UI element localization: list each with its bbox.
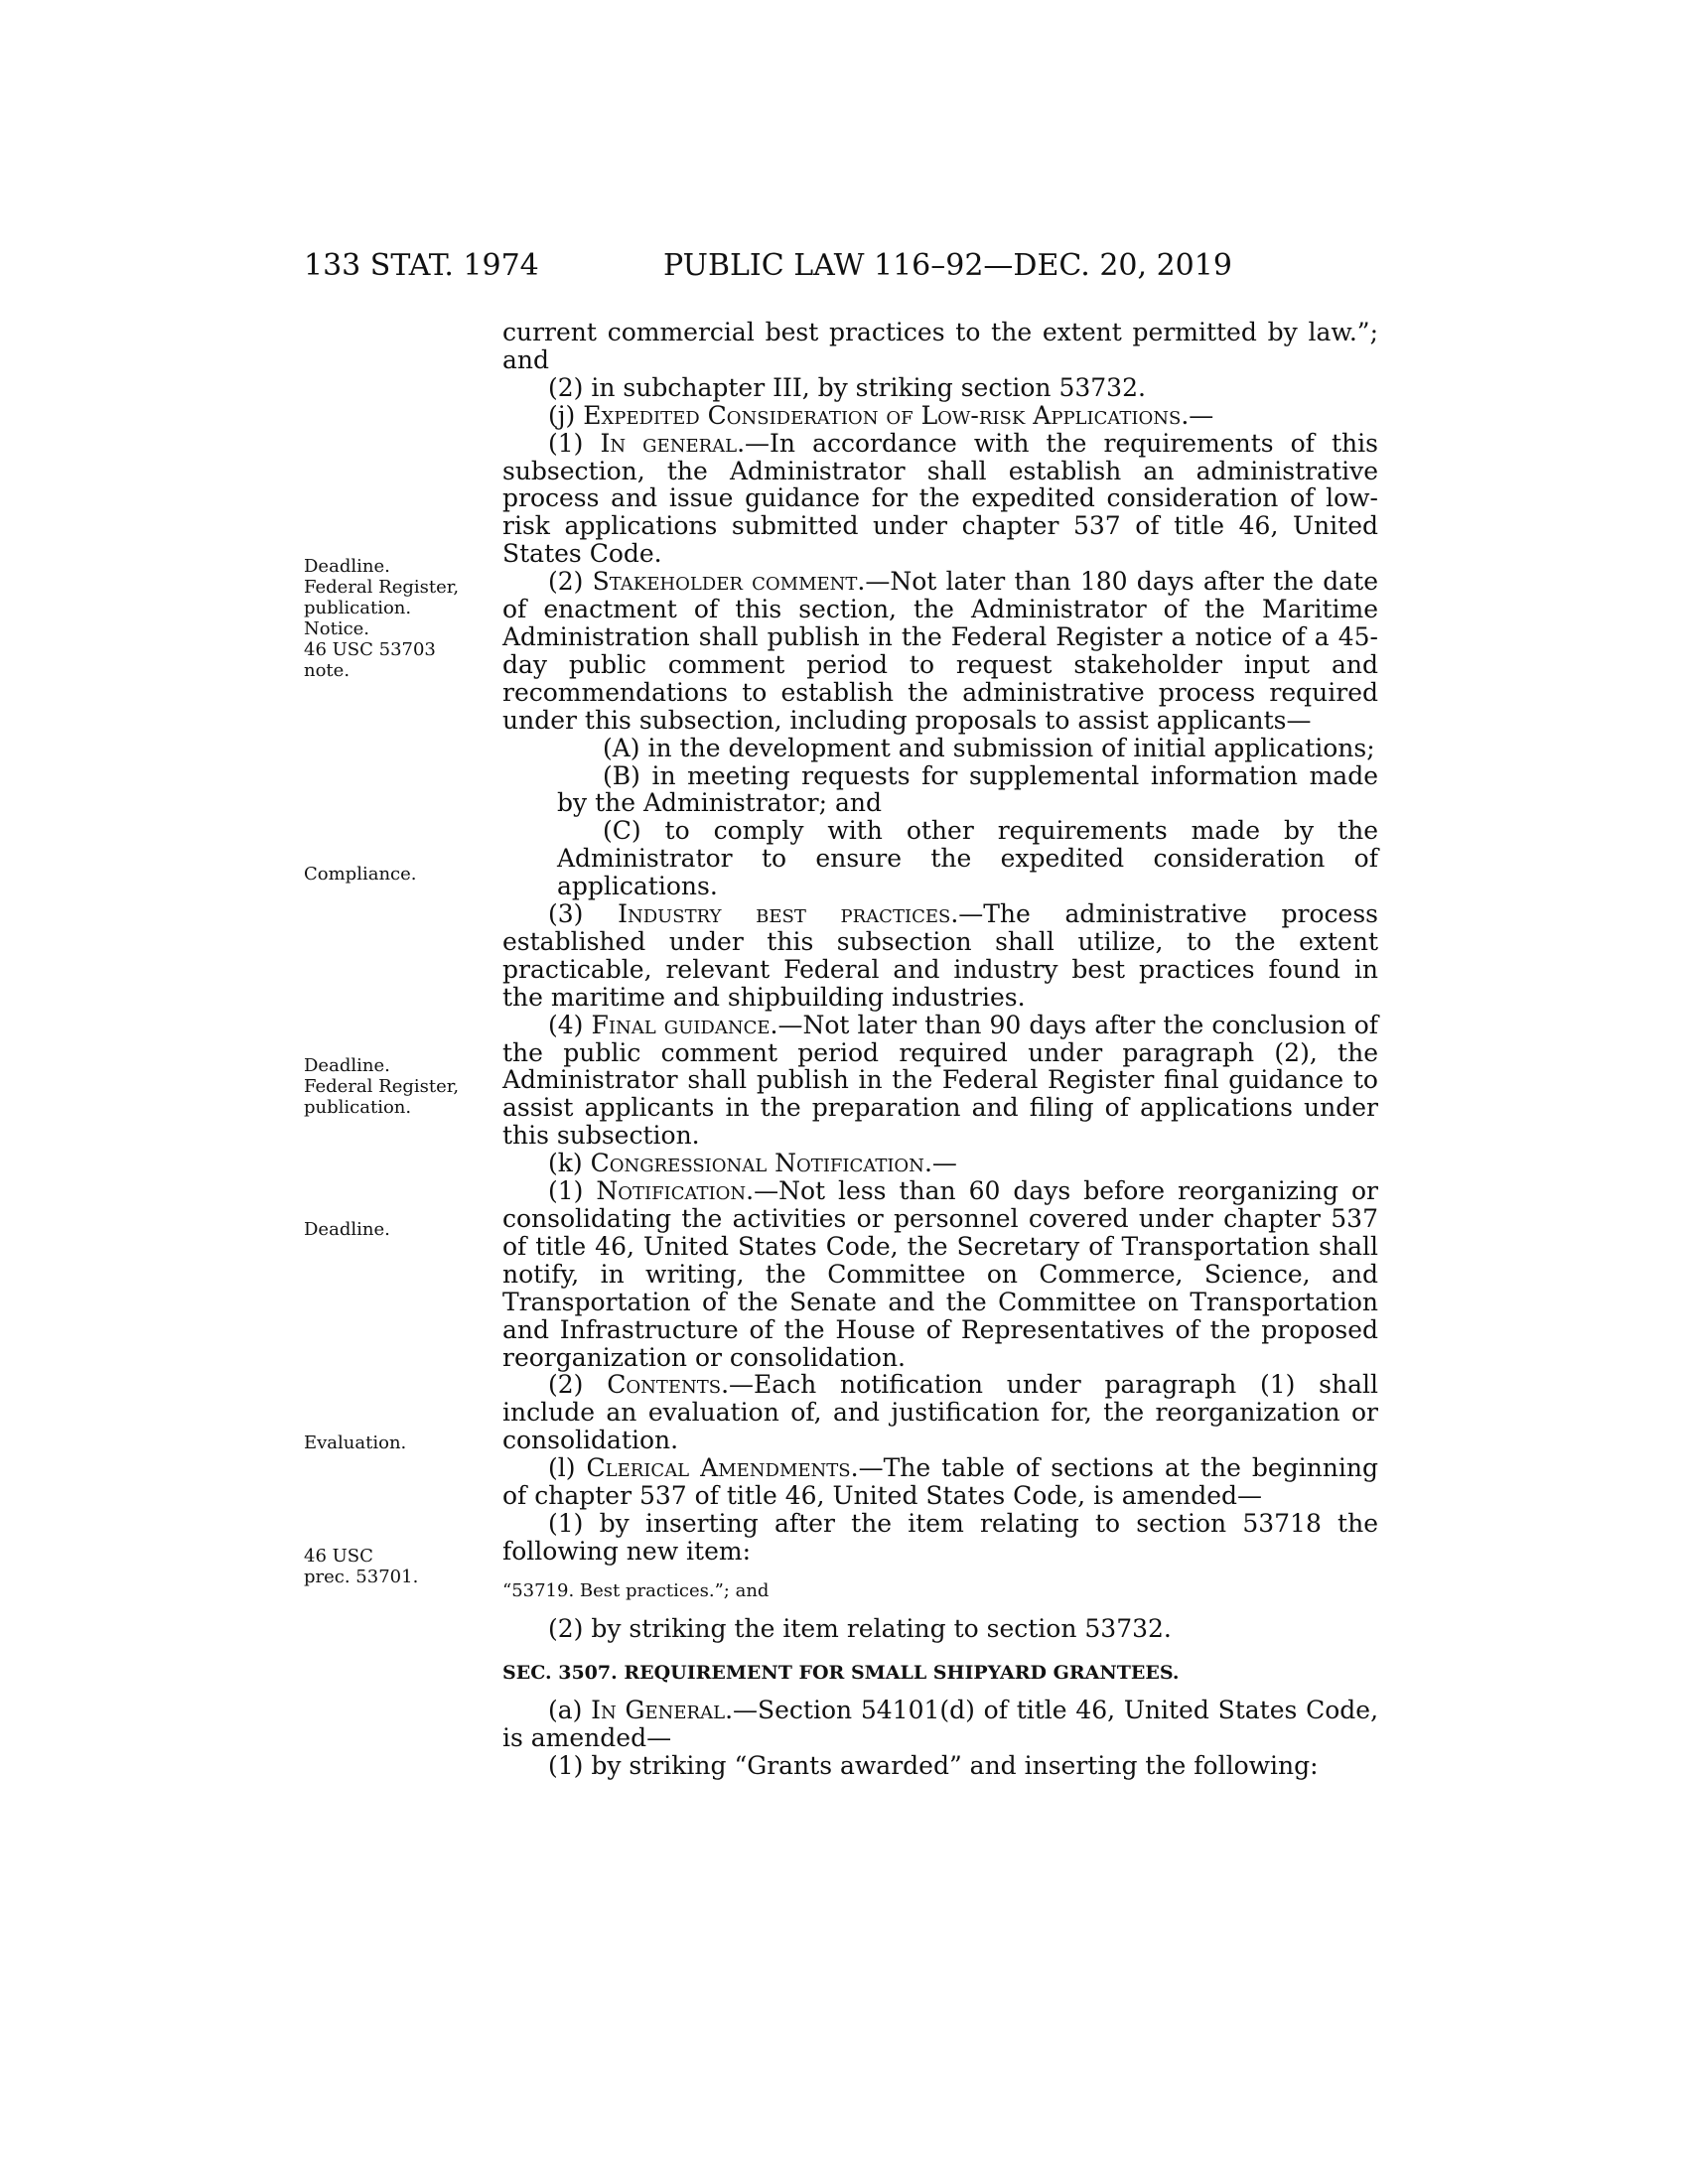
stat-citation: 133 STAT. 1974 <box>304 248 539 283</box>
margin-note-compliance: Compliance. <box>304 864 417 885</box>
page-header <box>0 248 1688 288</box>
subsection-a: (a) In General.—Section 54101(d) of title 46, United States Code, is amended— <box>502 1695 1379 1752</box>
margin-note-deadline-federal-register: Deadline. Federal Register, publication. <box>304 1055 460 1118</box>
margin-note-usc-citation: 46 USC prec. 53701. <box>304 1546 419 1587</box>
margin-note-evaluation: Evaluation. <box>304 1433 407 1453</box>
paragraph-l1: (1) by inserting after the item relating to section 53718 the following new item: <box>502 1508 1378 1566</box>
page-body <box>502 319 1378 1779</box>
subparagraph-j2-b: (B) in meeting requests for supplemental information made by the Administrator; and <box>557 760 1378 818</box>
paragraph-l2: (2) by striking the item relating to section 53732. <box>548 1613 1172 1643</box>
new-table-item: “53719. Best practices.”; and <box>502 1579 770 1601</box>
subsection-l: (l) Clerical Amendments.—The table of sections at the beginning of chapter 537 of title 46, United States Code, is amended— <box>502 1453 1378 1511</box>
paragraph-k2: (2) Contents.—Each notification under paragraph (1) shall include an evaluation of, and justification for, the reorganization or consolidation. <box>502 1370 1379 1455</box>
paragraph-k1: (1) Notification.—Not less than 60 days before reorganizing or consolidating the activities or personnel covered under chapter 537 of title 46, United States Code, the Secretary of Transportation shall notify, in writing, the Committee on Commerce, Science, and Transportation of the Senate and the Committee on Transportation and Infrastructure of the House of Representatives of the proposed reorganization or consolidation. <box>502 1176 1379 1372</box>
subsection-j-heading: (j) Expedited Consideration of Low-risk Applications.— <box>548 400 1214 430</box>
paragraph-a1: (1) by striking “Grants awarded” and inserting the following: <box>548 1750 1319 1780</box>
paragraph-j1: (1) In general.—In accordance with the requirements of this subsection, the Administrator shall establish an administrative process and issue guidance for the expedited consideration of low-risk applications submitted under chapter 537 of title 46, United States Code. <box>502 428 1378 569</box>
subparagraph-j2-a: (A) in the development and submission of initial applications; <box>603 733 1375 762</box>
paragraph-continuation: current commercial best practices to the extent permitted by law.”; and <box>502 318 1378 374</box>
subsection-k-heading: (k) Congressional Notification.— <box>548 1149 957 1178</box>
subparagraph-j2-c: (C) to comply with other requirements made by the Administrator to ensure the expedited consideration of applications. <box>557 816 1378 901</box>
margin-note-deadline: Deadline. <box>304 1219 390 1240</box>
paragraph-j2: (2) Stakeholder comment.—Not later than 180 days after the date of enactment of this section, the Administrator of the Maritime Administration shall publish in the Federal Register a notice of a 45-day public comment period to request stakeholder input and recommendations to establish the administrative process required under this subsection, including proposals to assist applicants— <box>502 567 1378 735</box>
margin-note-deadline-federal-register-notice: Deadline. Federal Register, publication. Notice. 46 USC 53703 note. <box>304 556 460 681</box>
page-title: PUBLIC LAW 116–92—DEC. 20, 2019 <box>663 248 1232 283</box>
section-heading: SEC. 3507. REQUIREMENT FOR SMALL SHIPYARD GRANTEES. <box>502 1661 1180 1684</box>
paragraph-j4: (4) Final guidance.—Not later than 90 days after the conclusion of the public comment period required under paragraph (2), the Administrator shall publish in the Federal Register final guidance to assist applicants in the preparation and filing of applications under this subsection. <box>502 1010 1379 1151</box>
paragraph-j3: (3) Industry best practices.—The administrative process established under this subsection shall utilize, to the extent practicable, relevant Federal and industry best practices found in the maritime and shipbuilding industries. <box>502 899 1378 1012</box>
paragraph-2-subchapter-iii: (2) in subchapter III, by striking section 53732. <box>548 372 1146 402</box>
